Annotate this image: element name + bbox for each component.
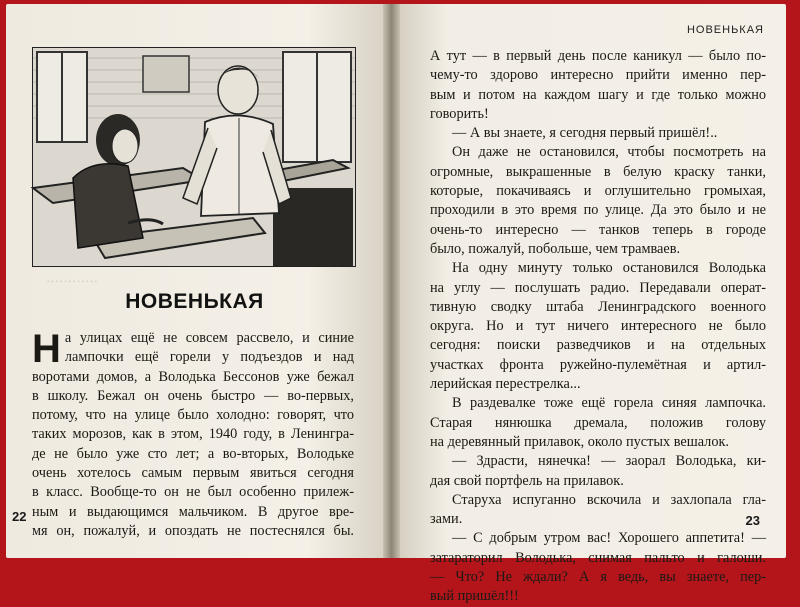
page-number-left: 22 [12, 509, 27, 524]
chapter-title: НОВЕНЬКАЯ [125, 290, 264, 313]
bleed-through-text: ………… [46, 270, 98, 285]
left-page [6, 4, 383, 558]
text-line: на деревянный прилавок, около пустых вешалок. [430, 433, 729, 450]
text-line: которые, покачиваясь и оглушительно громыхая, [430, 183, 766, 200]
drop-cap: Н [32, 327, 61, 371]
book-gutter [383, 4, 400, 558]
text-line: В раздевалке тоже ещё горела синяя лампочка. [452, 395, 766, 412]
text-line: было, пожалуй, побольше, чем трамваев. [430, 240, 681, 257]
left-page-text [32, 329, 354, 541]
text-line: участках фронта ружейно-пулемётная и артил- [430, 356, 766, 373]
right-page-text [430, 47, 766, 607]
text-line: проходили в это время по улице. Да это было и не [430, 202, 766, 219]
text-line: округа. Но и тут ничего интересного не было [430, 318, 766, 335]
text-line: На одну минуту только остановился Володька [452, 260, 766, 277]
text-line: потому, что на улице было холодно: говорят, что [32, 407, 354, 424]
chapter-illustration [32, 47, 356, 267]
text-line: воротами домов, а Володька Бессонов уже бежал [32, 368, 354, 385]
text-line: лампочки ещё горели у подъездов и над [64, 349, 354, 366]
text-line: — Что? Не ждали? А я ведь, вы знаете, пер- [430, 569, 766, 586]
text-line: огромные, выкрашенные в белую краску танки, [430, 163, 766, 180]
text-line: сегодня: поиски разведчиков и на отдельных [430, 337, 766, 354]
text-line: Старая нянюшка дремала, положив голову [430, 414, 766, 431]
text-line: тивную сводку штаба Ленинградского военного [430, 298, 766, 315]
text-line: лерийская перестрелка... [430, 376, 581, 393]
text-line: в школу. Бежал он очень быстро — во-первых, [32, 387, 354, 404]
right-page [400, 4, 786, 605]
text-line: затараторил Володька, снимая пальто и галоши. [430, 549, 766, 566]
text-line: в класс. Вообще-то он не был особенно прилеж- [32, 484, 354, 501]
text-line: очень хотелось самым первым явиться сегодня [32, 465, 354, 482]
text-line: вым и потом на каждом шагу и где только можно [430, 86, 766, 103]
text-line: говорить! [430, 105, 489, 122]
text-line: а улицах ещё не совсем рассвело, и синие [64, 330, 354, 346]
text-line: чему-то здорово интересно прийти именно пер- [430, 67, 766, 84]
first-paragraph [32, 327, 354, 371]
page-number-right: 23 [745, 513, 760, 528]
text-line: — С добрым утром вас! Хорошего аппетита! — [452, 530, 766, 547]
text-line: мя он, пожалуй, и опоздать не постеснялся бы. [32, 522, 354, 539]
text-line: — Здрасти, нянечка! — заорал Володька, ки- [452, 453, 766, 470]
text-line: на углу — послушать радио. Передавали операт- [430, 279, 766, 296]
text-line: де не было уже сто лет; а во-вторых, Володьке [32, 445, 354, 462]
text-line: зами. [430, 511, 463, 528]
text-line: Он даже не остановился, чтобы посмотреть на [452, 144, 766, 161]
running-head: НОВЕНЬКАЯ [686, 24, 764, 36]
text-line: дая свой портфель на прилавок. [430, 472, 624, 489]
text-line: — А вы знаете, я сегодня первый пришёл!.. [452, 125, 718, 142]
text-line: Старуха испуганно вскочила и захлопала гла- [452, 491, 766, 508]
text-line: А тут — в первый день после каникул — было по- [430, 48, 766, 64]
text-line: ным и выдающимся мальчиком. В другое вре- [32, 503, 354, 520]
classroom-illustration-image [33, 48, 355, 266]
text-line: очень-то интересно — танков теперь в городе [430, 221, 766, 238]
text-line: таких морозов, как в этом, 1940 году, в Ленингра- [32, 426, 354, 443]
text-line: вый пришёл!!! [430, 588, 519, 605]
